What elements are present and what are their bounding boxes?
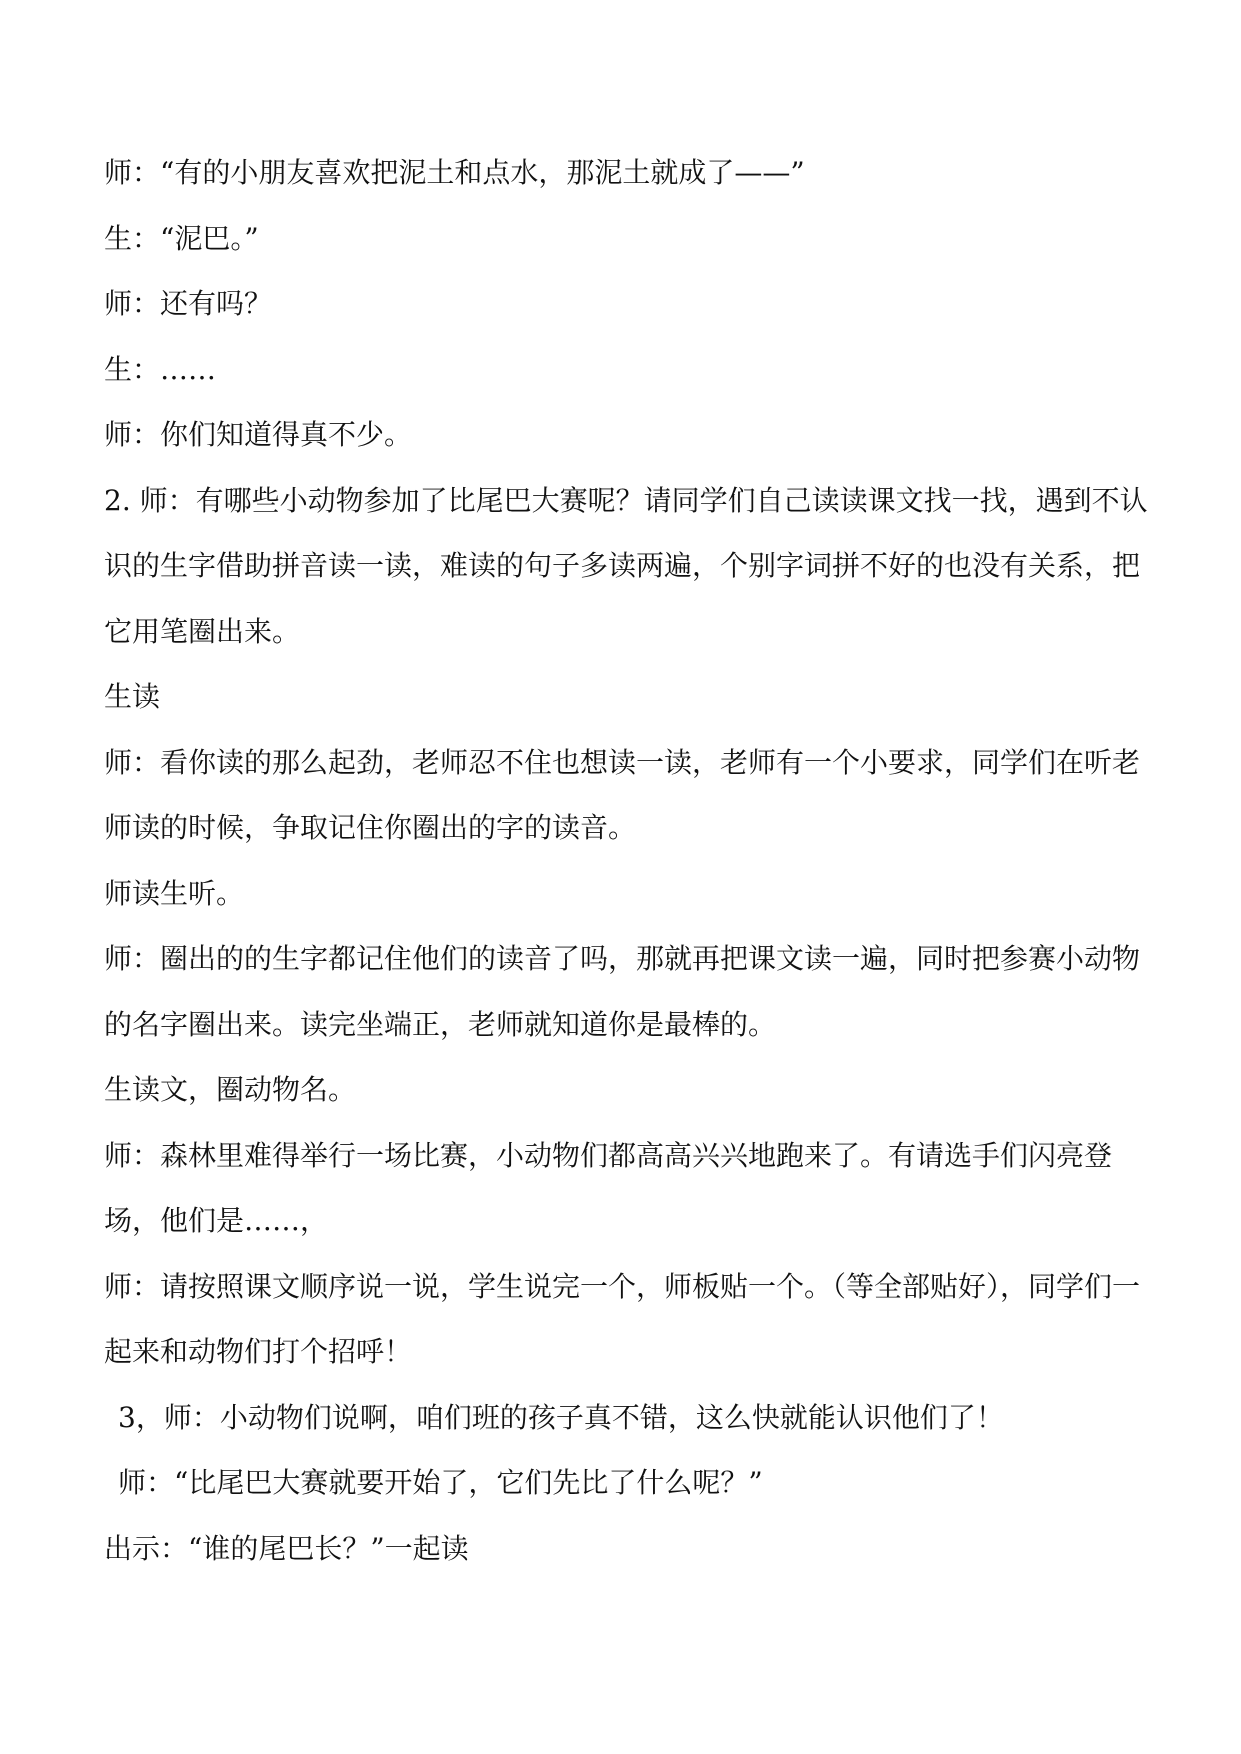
paragraph-14: 3，师：小动物们说啊，咱们班的孩子真不错，这么快就能认识他们了！ (118, 1400, 1004, 1434)
paragraph-16: 出示：“谁的尾巴长？”一起读 (104, 1531, 469, 1565)
document-body (104, 140, 1164, 1581)
paragraph-10: 师：圈出的的生字都记住他们的读音了吗，那就再把课文读一遍，同时把参赛小动物的名字圈出来。读完坐端正，老师就知道你是最棒的。 (104, 942, 1141, 1041)
paragraph-6: 2. 师：有哪些小动物参加了比尾巴大赛呢？请同学们自己读读课文找一找，遇到不认识的生字借助拼音读一读，难读的句子多读两遍，个别字词拼不好的也没有关系，把它用笔圈出来。 (104, 483, 1148, 648)
paragraph-15: 师：“比尾巴大赛就要开始了，它们先比了什么呢？” (118, 1466, 763, 1499)
paragraph-3: 师：还有吗？ (104, 287, 273, 320)
paragraph-9: 师读生听。 (104, 876, 245, 910)
paragraph-1: 师：“有的小朋友喜欢把泥土和点水，那泥土就成了——” (104, 156, 805, 189)
paragraph-12: 师：森林里难得举行一场比赛，小动物们都高高兴兴地跑来了。有请选手们闪亮登场，他们是……， (104, 1138, 1113, 1237)
paragraph-11: 生读文，圈动物名。 (104, 1073, 357, 1106)
paragraph-7: 生读 (104, 680, 161, 713)
paragraph-8: 师：看你读的那么起劲，老师忍不住也想读一读，老师有一个小要求，同学们在听老师读的时候，争取记住你圈出的字的读音。 (104, 745, 1141, 844)
paragraph-2: 生：“泥巴。” (104, 221, 259, 255)
paragraph-13: 师：请按照课文顺序说一说，学生说完一个，师板贴一个。（等全部贴好），同学们一起来和动物们打个招呼！ (104, 1269, 1141, 1368)
paragraph-4: 生：…… (104, 352, 217, 386)
paragraph-5: 师：你们知道得真不少。 (104, 418, 413, 451)
